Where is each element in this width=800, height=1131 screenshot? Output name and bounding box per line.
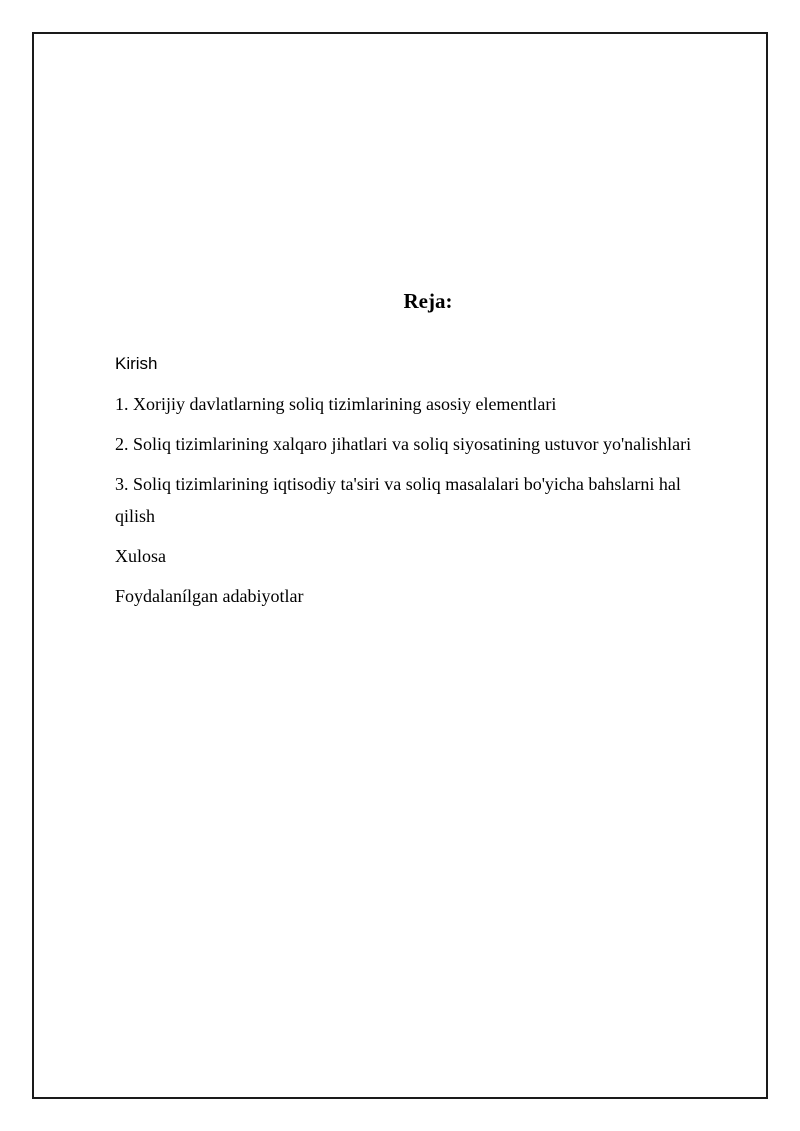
plan-item-1: 1. Xorijiy davlatlarning soliq tizimlarining asosiy elementlari [115,394,557,414]
plan-item-references: Foydalanílgan adabiyotlar [115,586,304,606]
plan-item-conclusion: Xulosa [115,546,166,566]
plan-item-3: 3. Soliq tizimlarining iqtisodiy ta'siri va soliq masalalari bo'yicha bahslarni hal qilish [115,474,681,526]
plan-list [115,348,725,620]
page-title: Reja: [403,289,453,314]
plan-item-2: 2. Soliq tizimlarining xalqaro jihatlari va soliq siyosatining ustuvor yo'nalishlari [115,434,692,454]
plan-item-introduction: Kirish [115,354,158,373]
